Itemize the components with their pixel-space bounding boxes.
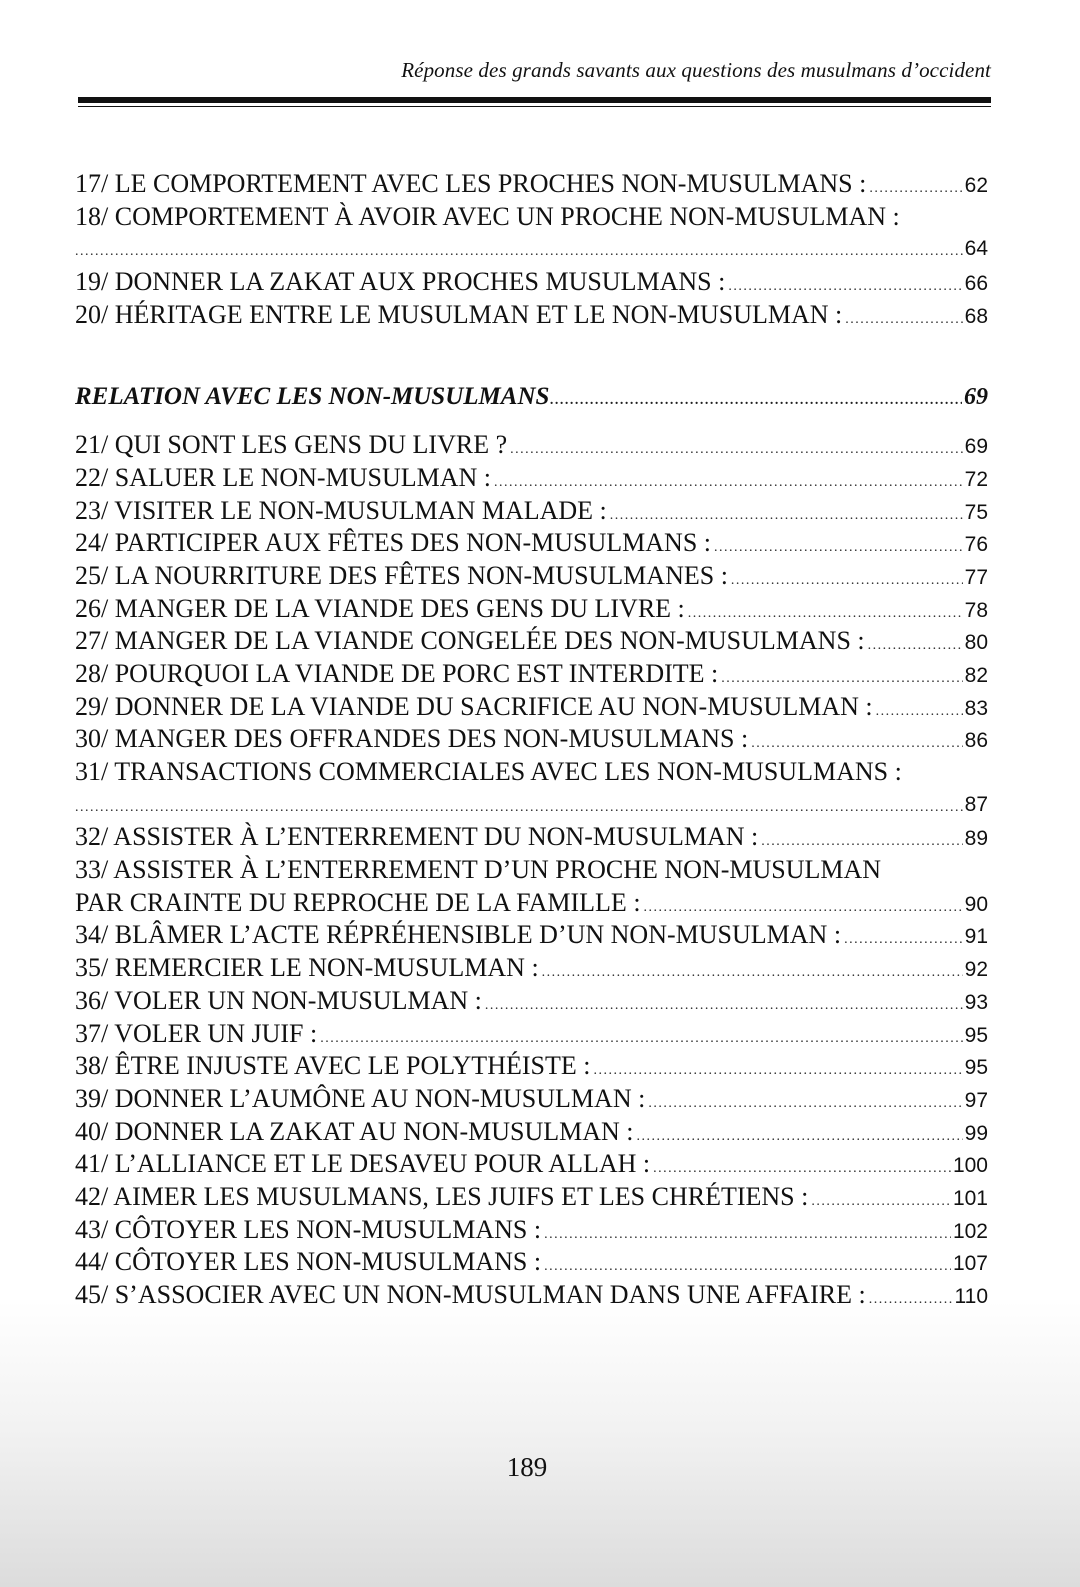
toc-entry-page: 102 xyxy=(952,1219,988,1243)
toc-entry xyxy=(75,691,988,724)
toc-entry xyxy=(75,821,988,854)
toc-entry-page: 110 xyxy=(954,1285,988,1308)
toc-entry-page: 107 xyxy=(952,1252,988,1276)
toc-leader xyxy=(688,598,963,626)
toc-entry xyxy=(75,985,988,1018)
toc-entry xyxy=(75,560,988,593)
toc-entry xyxy=(75,299,988,332)
toc-entry-title: 39/ DONNER L’AUMÔNE AU NON-MUSULMAN : xyxy=(75,1083,646,1113)
toc-entry-title: 30/ MANGER DES OFFRANDES DES NON-MUSULMANS : xyxy=(75,724,749,754)
toc-section-heading xyxy=(75,381,988,414)
toc-entry-title: 23/ VISITER LE NON-MUSULMAN MALADE : xyxy=(75,495,607,525)
toc-entry-title: 41/ L’ALLIANCE ET LE DESAVEU POUR ALLAH : xyxy=(75,1149,651,1179)
toc-entry-title: 35/ REMERCIER LE NON-MUSULMAN : xyxy=(75,953,539,983)
toc-leader xyxy=(869,1284,953,1312)
toc-entry xyxy=(75,789,988,822)
toc-entry xyxy=(75,723,988,756)
toc-entry-title: 27/ MANGER DE LA VIANDE CONGELÉE DES NON-MUSULMANS : xyxy=(75,626,865,656)
toc-entry xyxy=(75,1181,988,1214)
toc-entry xyxy=(75,1083,988,1116)
toc-leader xyxy=(494,467,963,495)
toc-entry-title: 40/ DONNER LA ZAKAT AU NON-MUSULMAN : xyxy=(75,1116,634,1146)
toc-entry xyxy=(75,266,988,299)
toc-entry-page: 62 xyxy=(964,174,988,197)
toc-entry-page: 91 xyxy=(964,925,988,949)
toc-leader xyxy=(761,826,962,854)
toc-entry-title: 28/ POURQUOI LA VIANDE DE PORC EST INTERDITE : xyxy=(75,658,719,688)
toc-leader xyxy=(876,696,963,724)
toc-entry-title: 18/ COMPORTEMENT À AVOIR AVEC UN PROCHE NON-MUSULMAN : xyxy=(75,201,900,231)
toc-entry-title: 19/ DONNER LA ZAKAT AUX PROCHES MUSULMANS : xyxy=(75,267,726,297)
toc-leader xyxy=(544,1219,951,1247)
table-of-contents xyxy=(75,168,988,1312)
toc-entry-title: 25/ LA NOURRITURE DES FÊTES NON-MUSULMANES : xyxy=(75,560,728,590)
toc-leader xyxy=(868,630,963,658)
toc-entry xyxy=(75,1116,988,1149)
toc-leader xyxy=(550,385,962,414)
toc-entry-page: 66 xyxy=(964,272,988,296)
toc-entry xyxy=(75,1279,988,1312)
toc-entry-page: 82 xyxy=(964,663,988,687)
toc-leader xyxy=(845,304,962,332)
toc-leader xyxy=(542,957,963,985)
toc-entry-title: PAR CRAINTE DU REPROCHE DE LA FAMILLE : xyxy=(75,887,641,917)
toc-entry-page: 76 xyxy=(964,533,988,557)
toc-entry-page: 99 xyxy=(964,1121,988,1145)
toc-leader xyxy=(75,236,963,266)
toc-entry xyxy=(75,1148,988,1181)
toc-entry-page: 78 xyxy=(964,598,988,622)
toc-leader xyxy=(75,792,963,822)
toc-entry-page: 86 xyxy=(964,729,988,753)
page-number: 189 xyxy=(506,1452,548,1482)
toc-entry-title: 42/ AIMER LES MUSULMANS, LES JUIFS ET LES CHRÉTIENS : xyxy=(75,1181,809,1211)
toc-entry xyxy=(75,495,988,528)
toc-entry-title: 22/ SALUER LE NON-MUSULMAN : xyxy=(75,462,491,492)
toc-entry-title: 17/ LE COMPORTEMENT AVEC LES PROCHES NON-MUSULMANS : xyxy=(75,169,867,198)
toc-entry-page: 89 xyxy=(964,827,988,851)
toc-leader xyxy=(811,1186,951,1214)
toc-leader xyxy=(648,1088,962,1116)
toc-entry xyxy=(75,1214,988,1247)
toc-entry xyxy=(75,462,988,495)
toc-entry-page: 69 xyxy=(964,435,988,459)
toc-entry-page: 101 xyxy=(952,1186,988,1210)
toc-entry-title: 21/ QUI SONT LES GENS DU LIVRE ? xyxy=(75,430,508,460)
toc-section-title: RELATION AVEC LES NON-MUSULMANS xyxy=(75,383,550,411)
toc-leader xyxy=(721,663,962,691)
toc-entry xyxy=(75,854,988,887)
toc-entry-title: 44/ CÔTOYER LES NON-MUSULMANS : xyxy=(75,1247,542,1277)
toc-leader xyxy=(751,728,962,756)
toc-entry-page: 95 xyxy=(964,1023,988,1047)
toc-entry xyxy=(75,1050,988,1083)
toc-leader xyxy=(869,173,962,201)
toc-entry xyxy=(75,919,988,952)
toc-entry xyxy=(75,1246,988,1279)
toc-entry-title: 33/ ASSISTER À L’ENTERREMENT D’UN PROCHE NON-MUSULMAN xyxy=(75,855,882,885)
toc-entry-page: 90 xyxy=(964,892,988,916)
toc-entry-page: 77 xyxy=(964,565,988,589)
toc-entry-page: 83 xyxy=(964,696,988,720)
toc-entry-page: 68 xyxy=(964,304,988,328)
toc-section-page: 69 xyxy=(964,384,988,411)
header-rule-thin xyxy=(78,106,991,107)
toc-entry-page: 72 xyxy=(964,467,988,491)
toc-entry-title: 38/ ÊTRE INJUSTE AVEC LE POLYTHÉISTE : xyxy=(75,1051,591,1081)
toc-leader xyxy=(844,924,963,952)
toc-leader xyxy=(644,892,963,920)
toc-entry-page: 87 xyxy=(964,792,988,816)
toc-entry-page: 100 xyxy=(952,1154,988,1178)
toc-entry xyxy=(75,658,988,691)
toc-entry-title: 32/ ASSISTER À L’ENTERREMENT DU NON-MUSULMAN : xyxy=(75,822,759,852)
toc-entry-page: 75 xyxy=(964,500,988,524)
toc-entry xyxy=(75,625,988,658)
toc-leader xyxy=(320,1023,962,1051)
toc-leader xyxy=(610,500,963,528)
toc-entry xyxy=(75,429,988,462)
toc-entry-title: 36/ VOLER UN NON-MUSULMAN : xyxy=(75,985,482,1015)
toc-entry-title: 29/ DONNER DE LA VIANDE DU SACRIFICE AU NON-MUSULMAN : xyxy=(75,691,873,721)
toc-entry xyxy=(75,168,988,201)
toc-entry-title: 34/ BLÂMER L’ACTE RÉPRÉHENSIBLE D’UN NON-MUSULMAN : xyxy=(75,920,842,950)
toc-entry-page: 93 xyxy=(964,990,988,1014)
toc-entry-title: 24/ PARTICIPER AUX FÊTES DES NON-MUSULMANS : xyxy=(75,528,712,558)
toc-leader xyxy=(510,434,963,462)
toc-leader xyxy=(544,1251,951,1279)
toc-entry-title: 26/ MANGER DE LA VIANDE DES GENS DU LIVRE : xyxy=(75,593,685,623)
toc-entry-page: 80 xyxy=(964,631,988,655)
toc-entry xyxy=(75,527,988,560)
toc-entry-title: 31/ TRANSACTIONS COMMERCIALES AVEC LES NON-MUSULMANS : xyxy=(75,757,902,786)
toc-leader xyxy=(714,532,963,560)
toc-entry-page: 95 xyxy=(964,1056,988,1080)
toc-entry xyxy=(75,1018,988,1051)
toc-entry xyxy=(75,952,988,985)
toc-entry xyxy=(75,593,988,626)
toc-entry-title: 37/ VOLER UN JUIF : xyxy=(75,1018,318,1048)
toc-entry-page: 64 xyxy=(964,237,988,261)
toc-leader xyxy=(593,1055,962,1083)
toc-leader xyxy=(637,1121,963,1149)
toc-entry-page: 97 xyxy=(964,1088,988,1112)
running-header: Réponse des grands savants aux questions des musulmans d’occident xyxy=(401,58,991,82)
header-rule xyxy=(78,97,991,103)
toc-entry xyxy=(75,756,988,789)
toc-leader xyxy=(653,1153,951,1181)
toc-leader xyxy=(728,271,962,299)
toc-entry-title: 20/ HÉRITAGE ENTRE LE MUSULMAN ET LE NON-MUSULMAN : xyxy=(75,299,843,329)
toc-entry-title: 45/ S’ASSOCIER AVEC UN NON-MUSULMAN DANS UNE AFFAIRE : xyxy=(75,1280,866,1309)
toc-entry xyxy=(75,887,988,920)
toc-entry xyxy=(75,201,988,234)
toc-entry-page: 92 xyxy=(964,958,988,982)
toc-leader xyxy=(485,990,963,1018)
toc-leader xyxy=(731,565,963,593)
toc-entry-title: 43/ CÔTOYER LES NON-MUSULMANS : xyxy=(75,1214,542,1244)
toc-entry xyxy=(75,233,988,266)
